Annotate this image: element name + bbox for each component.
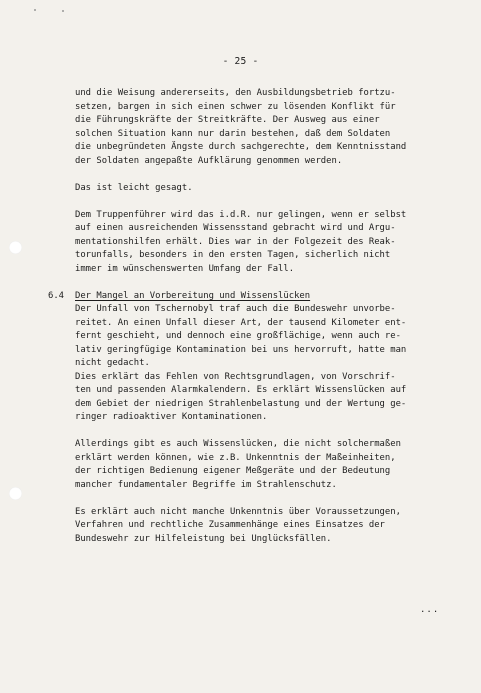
text-line: und die Weisung andererseits, den Ausbildungsbetrieb fortzu- <box>75 88 396 98</box>
paragraph-5 <box>75 438 455 492</box>
text-line: reitet. An einen Unfall dieser Art, der tausend Kilometer ent- <box>75 317 407 328</box>
text-line: Es erklärt auch nicht manche Unkenntnis über Voraussetzungen, <box>75 506 401 517</box>
text-line: die unbegründeten Ängste durch sachgerechte, dem Kenntnisstand <box>75 142 407 152</box>
paper-speck <box>62 10 64 12</box>
section-6-4 <box>48 290 455 425</box>
text-line: torunfalls, besonders in den ersten Tagen, sicherlich nicht <box>75 250 391 260</box>
text-line: Allerdings gibt es auch Wissenslücken, die nicht solchermaßen <box>75 439 401 449</box>
text-line: mancher fundamentaler Begriffe im Strahlenschutz. <box>75 479 337 490</box>
continuation-mark: ... <box>420 605 440 615</box>
section-number: 6.4 <box>48 290 65 301</box>
text-line: erklärt werden können, wie z.B. Unkenntnis der Maßeinheiten, <box>75 452 396 463</box>
paragraph-6 <box>75 506 455 547</box>
text-line: immer im wünschenswerten Umfang der Fall. <box>75 263 295 274</box>
paragraph-2 <box>75 182 455 196</box>
text-line: solchen Situation kann nur darin bestehen, daß dem Soldaten <box>75 128 391 139</box>
text-line: nicht gedacht. <box>75 358 150 368</box>
text-line: ringer radioaktiver Kontaminationen. <box>75 412 268 422</box>
text-line: Verfahren und rechtliche Zusammenhänge eines Einsatzes der <box>75 520 385 530</box>
text-line: fernt geschieht, und dennoch eine großflächige, wenn auch re- <box>75 331 401 341</box>
text-line: ten und passenden Alarmkalendern. Es erklärt Wissenslücken auf <box>75 385 407 395</box>
text-line: Dies erklärt das Fehlen von Rechtsgrundlagen, von Vorschrif- <box>75 371 396 382</box>
text-line: lativ geringfügige Kontamination bei uns hervorruft, hatte man <box>75 344 407 355</box>
punch-hole-top <box>9 241 22 254</box>
text-line: Das ist leicht gesagt. <box>75 182 193 193</box>
text-line: Dem Truppenführer wird das i.d.R. nur gelingen, wenn er selbst <box>75 209 407 220</box>
body-text <box>48 87 455 546</box>
text-line: der Soldaten angepaßte Aufklärung genommen werden. <box>75 155 343 166</box>
punch-hole-bottom <box>9 487 22 500</box>
text-line: Der Unfall von Tschernobyl traf auch die Bundeswehr unvorbe- <box>75 304 396 314</box>
text-line: Bundeswehr zur Hilfeleistung bei Unglücksfällen. <box>75 533 332 544</box>
text-line: auf einen ausreichenden Wissensstand gebracht wird und Argu- <box>75 223 396 233</box>
text-line: die Führungskräfte der Streitkräfte. Der Ausweg aus einer <box>75 115 380 125</box>
paper-speck <box>34 9 36 11</box>
text-line: setzen, bargen in sich einen schwer zu lösenden Konflikt für <box>75 101 396 112</box>
text-line: dem Gebiet der niedrigen Strahlenbelastung und der Wertung ge- <box>75 398 407 409</box>
page-number: - 25 - <box>222 56 259 67</box>
paragraph-3 <box>75 209 455 277</box>
text-line: mentationshilfen erhält. Dies war in der Folgezeit des Reak- <box>75 236 396 247</box>
paragraph-1 <box>75 87 455 168</box>
text-line: der richtigen Bedienung eigener Meßgeräte und der Bedeutung <box>75 466 391 476</box>
section-heading: Der Mangel an Vorbereitung und Wissenslücken <box>75 290 311 301</box>
